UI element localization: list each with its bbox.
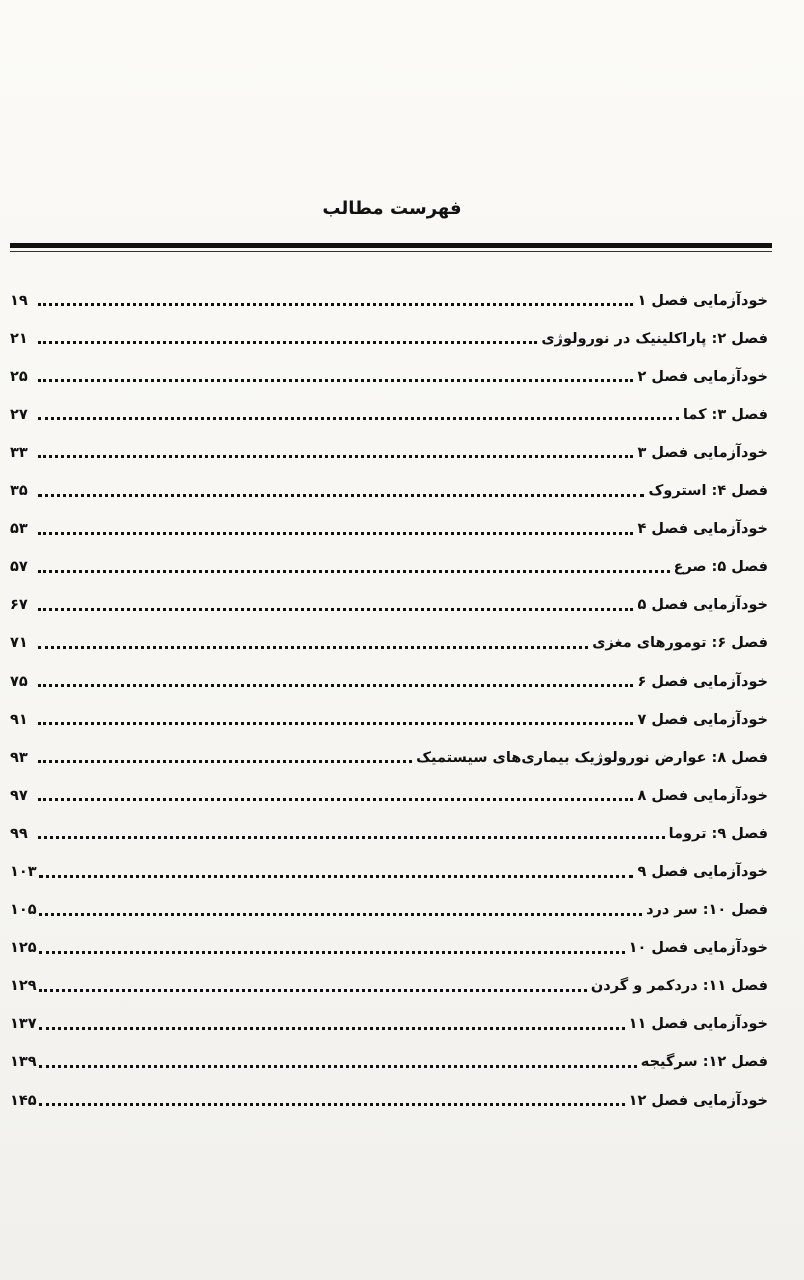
toc-entry-page-number: ۳۳ — [10, 444, 28, 461]
toc-entry-page-number: ۹۳ — [10, 749, 28, 766]
dot-leader — [38, 836, 665, 839]
toc-entry — [10, 469, 768, 507]
toc-entry-label: خودآزمایی فصل ۱۰ — [628, 940, 768, 957]
dot-leader — [38, 570, 670, 573]
toc-entry-page-number: ۵۷ — [10, 559, 28, 576]
toc-entry — [10, 889, 768, 927]
dot-leader — [39, 951, 625, 954]
dot-leader — [38, 760, 412, 763]
toc-entry-label: خودآزمایی فصل ۱۲ — [628, 1092, 768, 1109]
toc-entry-page-number: ۱۲۹ — [10, 978, 37, 995]
toc-entry-page-number: ۱۴۵ — [10, 1092, 37, 1109]
toc-entry-page-number: ۱۳۹ — [10, 1054, 37, 1071]
toc-entry-page-number: ۱۲۵ — [10, 940, 37, 957]
toc-entry-page-number: ۲۵ — [10, 368, 28, 385]
toc-entry-page-number: ۱۹ — [10, 292, 28, 309]
title-rule-thin — [10, 251, 772, 252]
toc-entry-label: فصل ۱۱: دردکمر و گردن — [590, 978, 768, 995]
toc-entry — [10, 1041, 768, 1079]
toc-entry-label: فصل ۴: استروک — [648, 483, 768, 500]
toc-entry — [10, 965, 768, 1003]
dot-leader — [38, 684, 633, 687]
toc-entry — [10, 660, 768, 698]
table-of-contents — [10, 279, 768, 1117]
toc-entry-page-number: ۱۳۷ — [10, 1016, 37, 1033]
dot-leader — [38, 608, 633, 611]
toc-entry — [10, 850, 768, 888]
toc-entry-page-number: ۷۱ — [10, 635, 28, 652]
toc-entry-label: خودآزمایی فصل ۱ — [637, 292, 768, 309]
toc-entry — [10, 393, 768, 431]
toc-entry-label: خودآزمایی فصل ۲ — [637, 368, 768, 385]
dot-leader — [39, 913, 643, 916]
toc-entry-label: خودآزمایی فصل ۳ — [637, 444, 768, 461]
dot-leader — [39, 875, 634, 878]
dot-leader — [38, 417, 679, 420]
page-title: فهرست مطالب — [322, 198, 462, 219]
dot-leader — [38, 798, 633, 801]
title-rule-thick — [10, 243, 772, 248]
toc-entry-label: فصل ۵: صرع — [673, 559, 768, 576]
dot-leader — [39, 1103, 625, 1106]
toc-entry — [10, 622, 768, 660]
toc-entry-page-number: ۱۰۵ — [10, 902, 37, 919]
toc-entry-label: خودآزمایی فصل ۵ — [637, 597, 768, 614]
toc-entry-label: فصل ۸: عوارض نورولوژیک بیماری‌های سیستمیک — [416, 749, 768, 766]
toc-entry-page-number: ۹۷ — [10, 787, 28, 804]
toc-entry — [10, 317, 768, 355]
dot-leader — [39, 1065, 637, 1068]
toc-entry-page-number: ۶۷ — [10, 597, 28, 614]
toc-entry-label: فصل ۶: تومورهای مغزی — [592, 635, 768, 652]
toc-entry — [10, 355, 768, 393]
dot-leader — [38, 455, 633, 458]
toc-entry-page-number: ۹۱ — [10, 711, 28, 728]
toc-entry-label: فصل ۹: تروما — [668, 825, 768, 842]
toc-entry-label: فصل ۳: کما — [682, 406, 768, 423]
toc-entry-label: خودآزمایی فصل ۶ — [637, 673, 768, 690]
toc-entry-label: خودآزمایی فصل ۹ — [637, 864, 768, 880]
toc-entry — [10, 736, 768, 774]
toc-entry-label: فصل ۲: پاراکلینیک در نورولوژی — [541, 330, 768, 347]
toc-entry — [10, 584, 768, 622]
dot-leader — [38, 379, 633, 382]
dot-leader — [38, 494, 644, 497]
toc-entry — [10, 1079, 768, 1117]
toc-entry-page-number: ۲۷ — [10, 406, 28, 423]
toc-entry-page-number: ۹۹ — [10, 825, 28, 842]
toc-entry-label: فصل ۱۰: سر درد — [646, 902, 768, 919]
toc-entry-page-number: ۳۵ — [10, 483, 28, 500]
toc-entry-label: فصل ۱۲: سرگیجه — [640, 1054, 768, 1071]
dot-leader — [38, 341, 537, 344]
toc-entry-page-number: ۱۰۳ — [10, 864, 37, 880]
toc-entry-label: خودآزمایی فصل ۱۱ — [628, 1016, 768, 1033]
toc-entry — [10, 508, 768, 546]
toc-entry — [10, 431, 768, 469]
dot-leader — [38, 303, 633, 306]
dot-leader — [38, 532, 633, 535]
toc-entry — [10, 774, 768, 812]
toc-entry — [10, 1003, 768, 1041]
toc-entry-page-number: ۲۱ — [10, 330, 28, 347]
dot-leader — [39, 1027, 625, 1030]
toc-entry — [10, 546, 768, 584]
toc-entry-page-number: ۷۵ — [10, 673, 28, 690]
toc-entry-label: خودآزمایی فصل ۷ — [637, 711, 768, 728]
toc-entry-label: خودآزمایی فصل ۴ — [637, 521, 768, 538]
toc-entry-label: خودآزمایی فصل ۸ — [637, 787, 768, 804]
dot-leader — [38, 722, 633, 725]
dot-leader — [39, 989, 587, 992]
toc-entry — [10, 698, 768, 736]
dot-leader — [38, 646, 588, 649]
toc-entry-page-number: ۵۳ — [10, 521, 28, 538]
toc-entry — [10, 279, 768, 317]
toc-entry — [10, 927, 768, 965]
toc-entry — [10, 812, 768, 850]
